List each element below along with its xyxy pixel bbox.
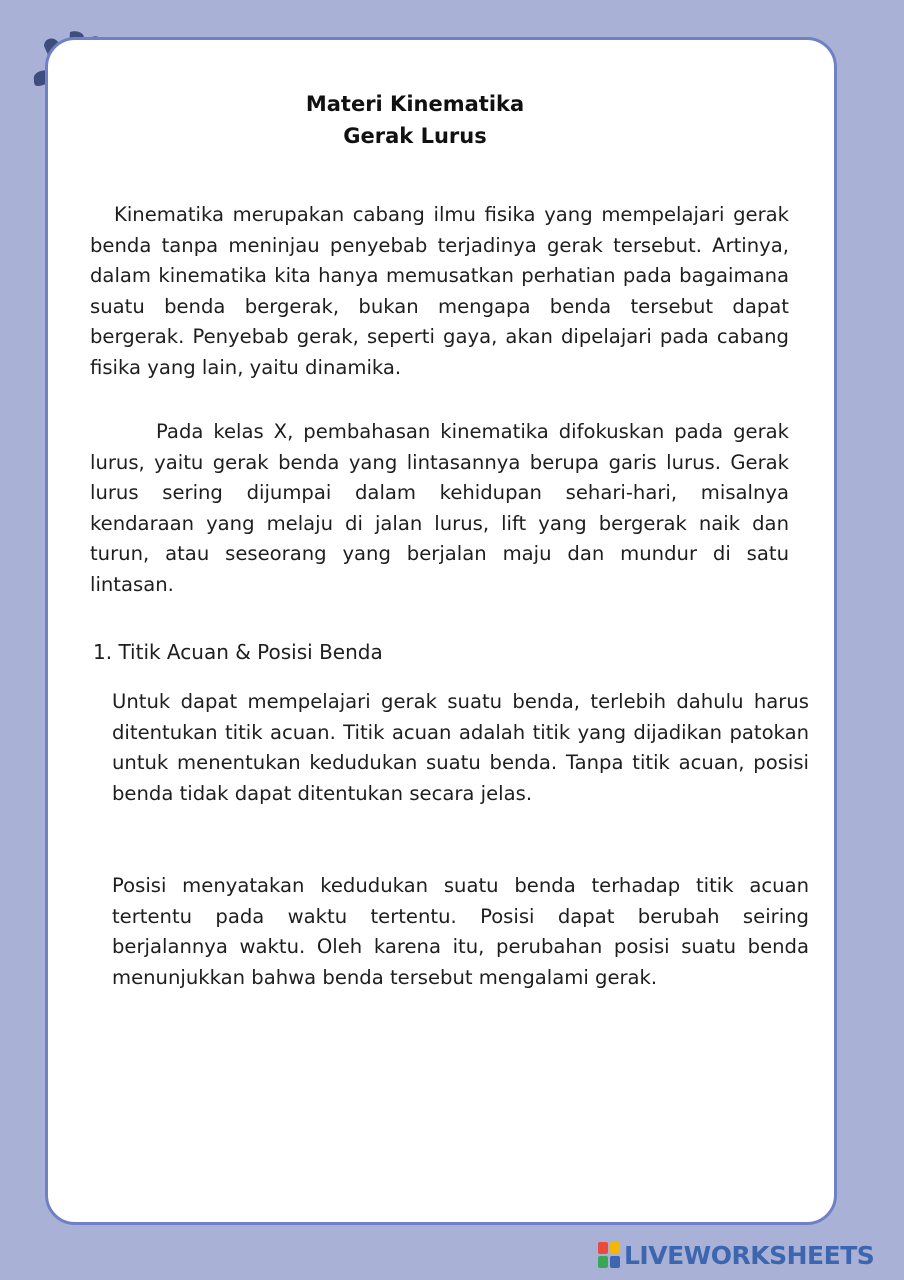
section-heading: 1. Titik Acuan & Posisi Benda <box>93 640 383 664</box>
posisi-paragraph: Posisi menyatakan kedudukan suatu benda terhadap titik acuan tertentu pada waktu tertentu. Posisi dapat berubah seiring berjalannya waktu. Oleh karena itu, perubahan posisi suatu benda menunjukkan bahwa benda tersebut mengalami gerak. <box>112 874 809 989</box>
titik-acuan-paragraph: Untuk dapat mempelajari gerak suatu benda, terlebih dahulu harus ditentukan titik acuan. Titik acuan adalah titik yang dijadikan patokan untuk menentukan kedudukan suatu benda. Tanpa titik acuan, posisi benda tidak dapat ditentukan secara jelas. <box>112 690 809 805</box>
page-subtitle: Gerak Lurus <box>343 124 487 148</box>
kelas-paragraph: Pada kelas X, pembahasan kinematika difokuskan pada gerak lurus, yaitu gerak benda yang lintasannya berupa garis lurus. Gerak lurus sering dijumpai dalam kehidupan sehari-hari, misalnya kendaraan yang melaju di jalan lurus, lift yang bergerak naik dan turun, atau seseorang yang berjalan maju dan mundur di satu lintasan. <box>90 420 789 596</box>
page-title: Materi Kinematika <box>305 92 525 116</box>
intro-paragraph: Kinematika merupakan cabang ilmu fisika yang mempelajari gerak benda tanpa meninjau penyebab terjadinya gerak tersebut. Artinya, dalam kinematika kita hanya memusatkan perhatian pada bagaimana suatu benda bergerak, bukan mengapa benda tersebut dapat bergerak. Penyebab gerak, seperti gaya, akan dipelajari pada cabang fisika yang lain, yaitu dinamika. <box>90 203 789 379</box>
liveworksheets-watermark <box>598 1240 874 1270</box>
watermark-text: LIVEWORKSHEETS <box>624 1240 875 1270</box>
liveworksheets-logo-icon <box>598 1242 620 1268</box>
